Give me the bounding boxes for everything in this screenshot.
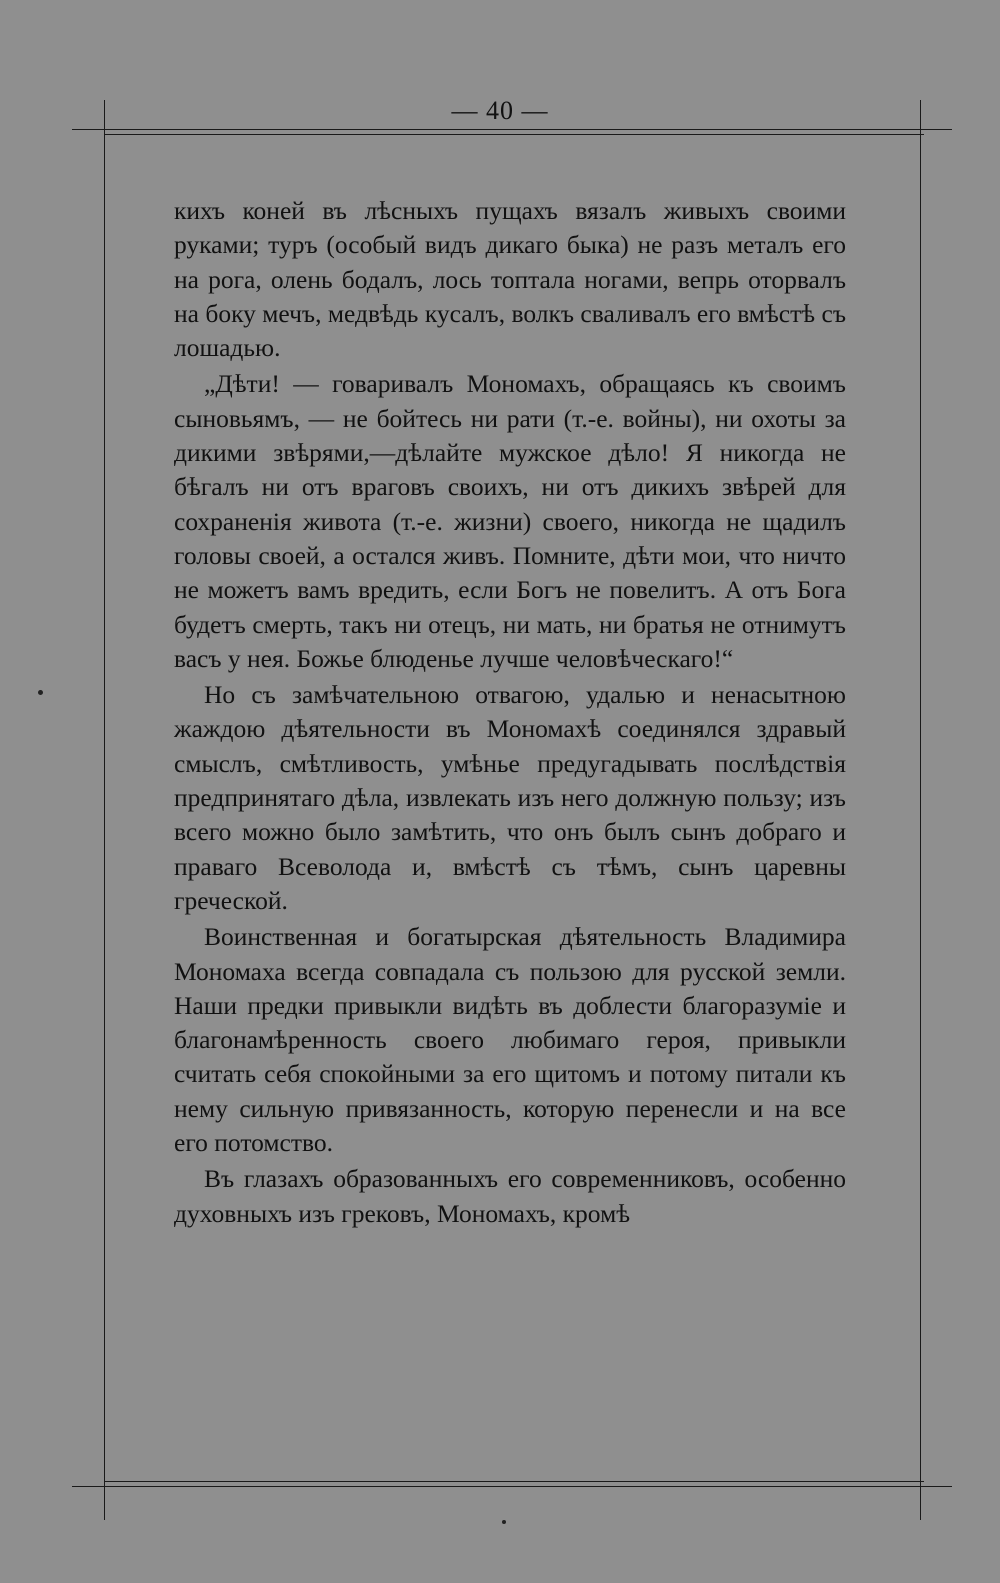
paragraph-1: кихъ коней въ лѣсныхъ пущахъ вязалъ живыхъ своими руками; туръ (особый видъ дикаго быка) не разъ металъ его на рога, олень бодалъ, лось топтала ногами, вепрь оторвалъ на боку мечъ, медвѣдь кусалъ, волкъ сваливалъ его вмѣстѣ съ лошадью.	[174, 196, 846, 363]
left-frame-line	[104, 100, 105, 1520]
top-rule	[72, 129, 952, 130]
top-rule-inner	[104, 134, 924, 135]
body-text	[174, 194, 846, 1231]
ink-speck	[38, 690, 43, 695]
ink-speck	[502, 1520, 506, 1524]
paragraph-4: Воинственная и богатырская дѣятельность Владимира Мономаха всегда совпадала съ пользою для русской земли. Наши предки привыкли видѣть въ доблести благоразуміе и благонамѣренность своего любимаго героя, привыкли считать себя спокойными за его щитомъ и потому питали къ нему сильную привязанность, которую перенесли и на все его потомство.	[174, 922, 846, 1158]
bottom-rule	[72, 1486, 952, 1487]
paragraph-2: „Дѣти! — говаривалъ Мономахъ, обращаясь къ своимъ сыновьямъ, — не бойтесь ни рати (т.-е. войны), ни охоты за дикими звѣрями,—дѣлайте мужское дѣло! Я никогда не бѣгалъ ни отъ враговъ своихъ, ни отъ дикихъ звѣрей для сохраненія живота (т.-е. жизни) своего, никогда не щадилъ головы своей, а остался живъ. Помните, дѣти мои, что ничто не можетъ вамъ вредить, если Богъ не повелитъ. А отъ Бога будетъ смерть, такъ ни отецъ, ни мать, ни братья не отнимутъ васъ у нея. Божье блюденье лучше человѣческаго!“	[174, 369, 846, 673]
paragraph-5: Въ глазахъ образованныхъ его современниковъ, особенно духовныхъ изъ грековъ, Мономахъ, кромѣ	[174, 1164, 846, 1228]
right-frame-line	[920, 100, 921, 1520]
page-number: — 40 —	[451, 96, 549, 125]
paragraph-3: Но съ замѣчательною отвагою, удалью и ненасытною жаждою дѣятельности въ Мономахѣ соединялся здравый смыслъ, смѣтливость, умѣнье предугадывать послѣдствія предпринятаго дѣла, извлекать изъ него должную пользу; изъ всего можно было замѣтить, что онъ былъ сынъ добраго и праваго Всеволода и, вмѣстѣ съ тѣмъ, сынъ царевны греческой.	[174, 680, 846, 915]
bottom-rule-inner	[104, 1481, 924, 1482]
